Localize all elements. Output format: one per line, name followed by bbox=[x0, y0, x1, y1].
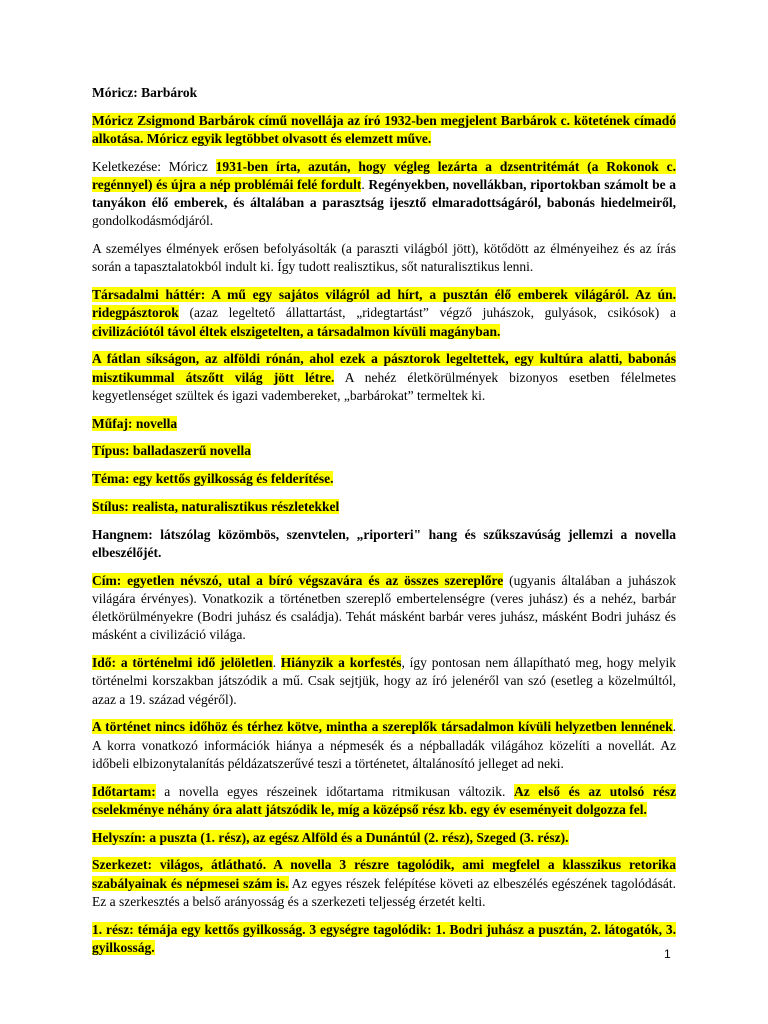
highlighted-text: A történet nincs időhöz és térhez kötve, mintha a szereplők társadalmon kívüli helyzetben lennének bbox=[92, 719, 673, 735]
text-run: . bbox=[361, 177, 369, 192]
paragraph bbox=[92, 158, 676, 231]
paragraph bbox=[92, 286, 676, 341]
paragraph bbox=[92, 112, 676, 148]
paragraph bbox=[92, 921, 676, 957]
text-run: A nehéz életkörülmények bizonyos esetben félelmetes kegyetlenséget szültek és igazi vadembereket, „barbárokat” termeltek ki. bbox=[92, 369, 676, 403]
text-run: (ugyanis általában a juhászok világára érvényes). Vonatkozik a történetben szereplő embertelenségre (veres juhász) és a nehéz, barbár életkörülményekre (Bodri juhász és családja). Tehát másként barbár veres juhász, másként Bodri juhász és másként a civilizáció világa. bbox=[92, 572, 676, 643]
text-run: Regényekben, novellákban, riportokban számolt be a tanyákon élő emberek, és általában a parasztság ijesztő elmaradottságáról, babonás hiedelmeiről, bbox=[92, 177, 676, 211]
highlighted-text: civilizációtól távol éltek elszigetelten, a társadalmon kívüli magányban. bbox=[92, 323, 501, 339]
paragraph bbox=[92, 350, 676, 405]
highlighted-text: A fátlan síkságon, az alföldi rónán, ahol ezek a pásztorok legeltettek, egy kultúra alatti, babonás misztikummal átszőtt világ jött létre. bbox=[92, 351, 676, 385]
paragraph bbox=[92, 526, 676, 562]
highlighted-text: Típus: balladaszerű novella bbox=[92, 443, 252, 459]
paragraph bbox=[92, 654, 676, 709]
text-run: A személyes élmények erősen befolyásolták (a paraszti világból jött), kötődött az élményeihez és az írás során a tapasztalatokból indult ki. Így tudott realisztikus, sőt naturalisztikus lenni. bbox=[92, 241, 676, 275]
paragraph bbox=[92, 240, 676, 276]
page-number: 1 bbox=[664, 947, 671, 961]
text-run: . bbox=[272, 655, 281, 671]
text-run: . A korra vonatkozó információk hiánya a népmesék és a népballadák világához közelíti a novellát. Az időbeli elbizonytalanítás példázatszerűvé teszi a történetet, általánosító jelleget ad neki. bbox=[92, 719, 676, 771]
highlighted-text: Hiányzik a korfestés bbox=[280, 655, 402, 671]
paragraph bbox=[92, 718, 676, 773]
text-run: Keletkezése: Móricz bbox=[92, 158, 216, 174]
paragraph bbox=[92, 783, 676, 819]
paragraph bbox=[92, 856, 676, 911]
text-run: gondolkodásmódjáról. bbox=[92, 213, 214, 229]
paragraph bbox=[92, 829, 676, 847]
highlighted-text: Téma: egy kettős gyilkosság és felderítése. bbox=[92, 471, 334, 487]
paragraph bbox=[92, 572, 676, 645]
text-run: Az egyes részek felépítése követi az elbeszélés egészének tagolódását. Ez a szerkesztés a belső arányosság és a szerkezeti teljesség érzetét kelti. bbox=[92, 875, 676, 909]
highlighted-text: Helyszín: a puszta (1. rész), az egész Alföld és a Dunántúl (2. rész), Szeged (3. rész). bbox=[92, 829, 569, 845]
paragraph bbox=[92, 498, 676, 516]
highlighted-text: Szerkezet: világos, átlátható. A novella 3 részre tagolódik, ami megfelel a klasszikus retorika szabályainak és népmesei szám is. bbox=[92, 857, 676, 891]
highlighted-text: Időtartam: bbox=[92, 783, 156, 799]
highlighted-text: 1. rész: témája egy kettős gyilkosság. 3 egységre tagolódik: 1. Bodri juhász a pusztán, 2. látogatók, 3. gyilkosság. bbox=[92, 921, 676, 955]
paragraph bbox=[92, 415, 676, 433]
highlighted-text: Az első és az utolsó rész cselekménye néhány óra alatt játszódik le, míg a középső rész kb. egy év eseményeit dolgozza fel. bbox=[92, 783, 676, 817]
text-run: (azaz legeltető állattartást, „ridegtartást” végző juhászok, gulyások, csikósok) a bbox=[178, 305, 676, 321]
text-run: , így pontosan nem állapítható meg, hogy melyik történelmi korszakban játszódik a mű. Csak sejtjük, hogy az író jelenéről van szó (esetleg a közelmúltól, azaz a 19. század végéről). bbox=[92, 655, 677, 707]
text-run: a novella egyes részeinek időtartama ritmikusan változik. bbox=[155, 783, 514, 799]
highlighted-text: 1931-ben írta, azután, hogy végleg lezárta a dzsentritémát (a Rokonok c. regénnyel) és újra a nép problémái felé fordult bbox=[92, 158, 676, 192]
highlighted-text: Műfaj: novella bbox=[92, 415, 178, 431]
text-run: Móricz: Barbárok bbox=[92, 85, 198, 100]
text-run: Hangnem: látszólag közömbös, szenvtelen, „riporteri" hang és szűkszavúság jellemzi a novella elbeszélőjét. bbox=[92, 526, 676, 560]
paragraph bbox=[92, 442, 676, 460]
highlighted-text: Társadalmi háttér: A mű egy sajátos világról ad hírt, a pusztán élő emberek világáról. Az ún. ridegpásztorok bbox=[92, 287, 676, 321]
document-title bbox=[92, 84, 676, 102]
highlighted-text: Idő: a történelmi idő jelöletlen bbox=[92, 655, 273, 671]
highlighted-text: Stílus: realista, naturalisztikus részletekkel bbox=[92, 499, 340, 514]
highlighted-text: Móricz Zsigmond Barbárok című novellája az író 1932-ben megjelent Barbárok c. kötetének címadó alkotása. Móricz egyik legtöbbet olvasott és elemzett műve. bbox=[92, 112, 676, 146]
document-body bbox=[92, 84, 676, 967]
paragraph bbox=[92, 470, 676, 488]
highlighted-text: Cím: egyetlen névszó, utal a bíró végszavára és az összes szereplőre bbox=[92, 572, 504, 588]
